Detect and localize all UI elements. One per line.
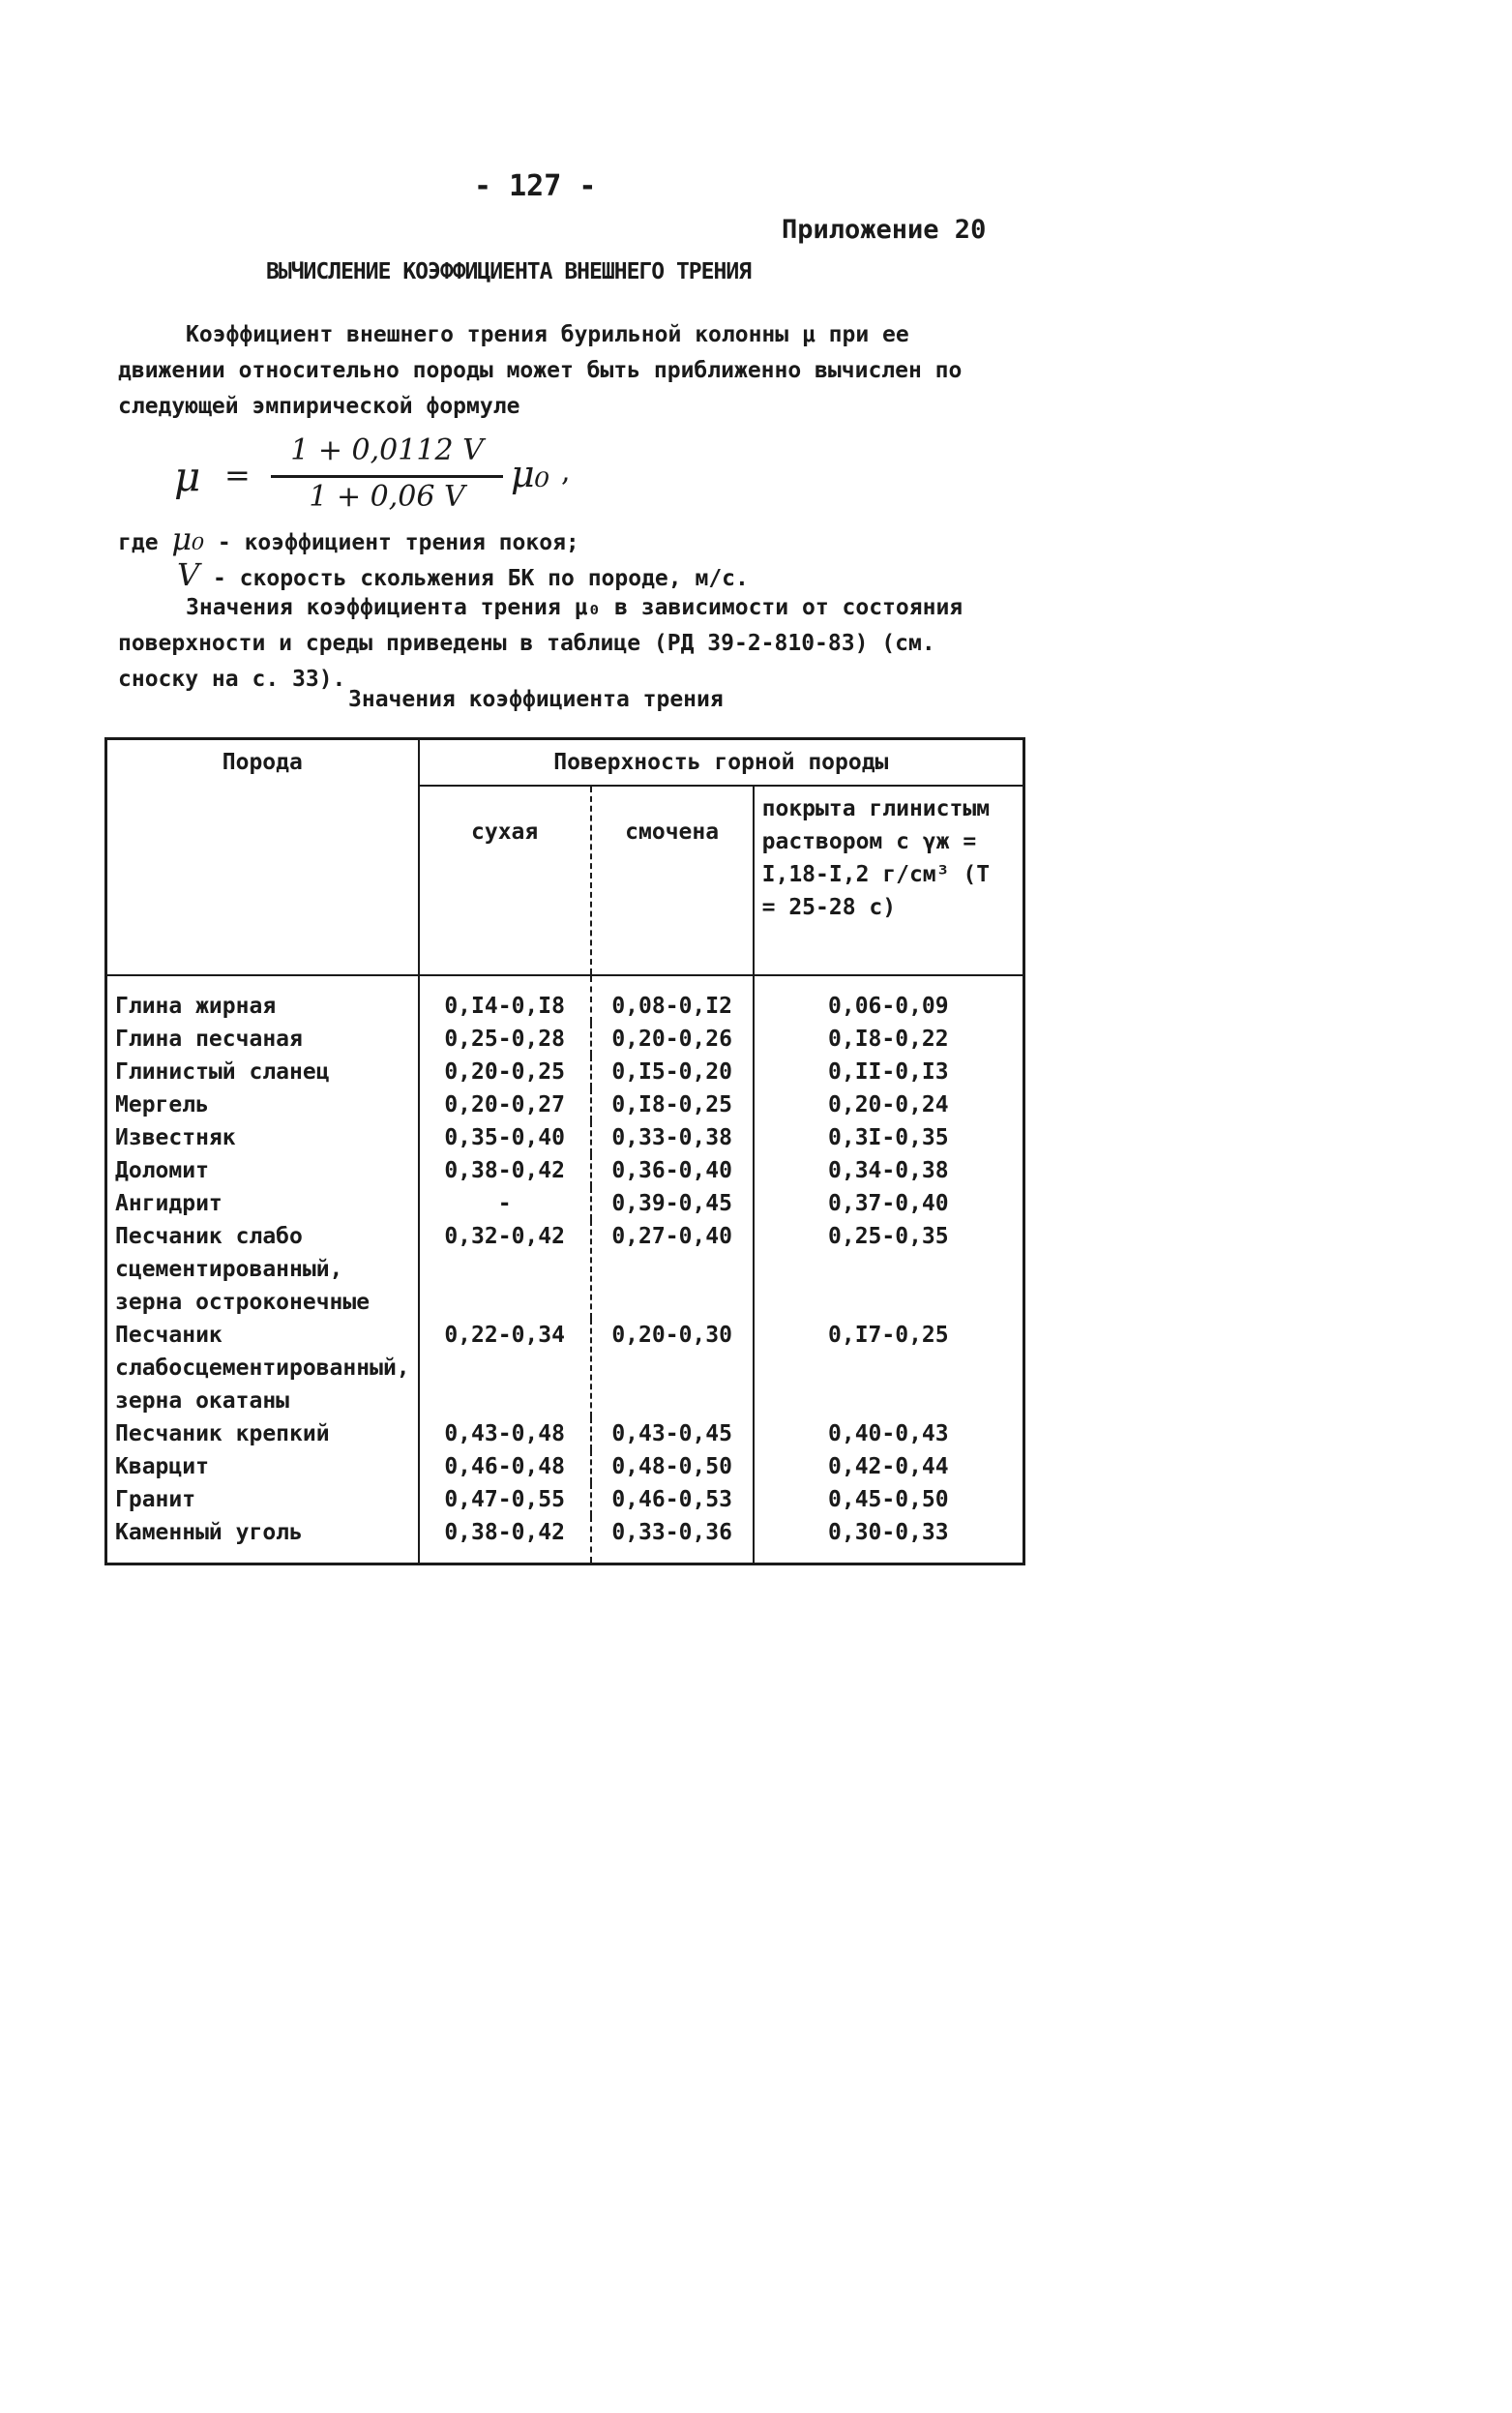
header-clay: покрыта глинистым раствором с γж = I,18-I,2 г/см³ (T = 25-28 с) [754,786,1024,975]
wet-cell: 0,20-0,30 [591,1319,754,1417]
wet-cell: 0,36-0,40 [591,1154,754,1187]
where-v-line [177,556,749,593]
wet-cell: 0,I5-0,20 [591,1056,754,1088]
rock-cell: Глинистый сланец [106,1056,419,1088]
header-surface: Поверхность горной породы [419,739,1024,787]
rock-cell: Мергель [106,1088,419,1121]
rock-cell: Известняк [106,1121,419,1154]
table-row [106,1187,1024,1220]
table-row [106,1483,1024,1516]
clay-cell: 0,3I-0,35 [828,1125,949,1150]
clay-cell: 0,I7-0,25 [828,1323,949,1348]
dry-cell: 0,20-0,27 [419,1088,591,1121]
table-row [106,1516,1024,1564]
wet-cell: 0,48-0,50 [591,1450,754,1483]
rock-cell: Песчаник крепкий [106,1417,419,1450]
wet-cell: 0,33-0,38 [591,1121,754,1154]
rock-cell: Гранит [106,1483,419,1516]
rock-cell: Доломит [106,1154,419,1187]
where-lead: где [118,530,159,555]
table-row [106,1417,1024,1450]
formula-denominator: 1 + 0,06 V [309,480,465,514]
table-row [106,1154,1024,1187]
table-row [106,1450,1024,1483]
header-wet: смочена [591,786,754,975]
dry-cell: 0,47-0,55 [419,1483,591,1516]
clay-cell: 0,37-0,40 [828,1191,949,1216]
dry-cell: 0,I4-0,I8 [419,975,591,1023]
clay-cell: 0,I8-0,22 [828,1027,949,1052]
where-mu0-line [118,521,579,557]
mu0-definition: - коэффициент трения покоя; [217,530,579,555]
clay-cell: 0,06-0,09 [828,994,949,1019]
formula-factor: μ₀ [511,453,549,495]
clay-cell: 0,II-0,I3 [828,1059,949,1085]
table-row [106,1220,1024,1319]
table-row [106,1319,1024,1417]
dry-cell: 0,43-0,48 [419,1417,591,1450]
rock-cell: Кварцит [106,1450,419,1483]
v-symbol: V [177,556,200,593]
fraction-bar [271,475,503,478]
rock-cell: Песчаник слабо сцементированный, зерна остроконечные [106,1220,419,1319]
section-title: ВЫЧИСЛЕНИЕ КОЭФФИЦИЕНТА ВНЕШНЕГО ТРЕНИЯ [266,259,752,284]
rock-cell: Глина жирная [106,975,419,1023]
wet-cell: 0,27-0,40 [591,1220,754,1319]
appendix-label: Приложение 20 [782,215,987,245]
dry-cell: - [419,1187,591,1220]
v-definition: - скорость скольжения БК по породе, м/с. [212,566,749,591]
formula-lhs: μ [174,453,201,500]
table-caption: Значения коэффициента трения [348,687,724,712]
wet-cell: 0,08-0,I2 [591,975,754,1023]
wet-cell: 0,I8-0,25 [591,1088,754,1121]
clay-cell: 0,34-0,38 [828,1158,949,1183]
clay-cell: 0,30-0,33 [828,1520,949,1545]
friction-formula [174,433,580,521]
clay-cell: 0,42-0,44 [828,1454,949,1479]
dry-cell: 0,25-0,28 [419,1023,591,1056]
clay-cell: 0,40-0,43 [828,1421,949,1446]
dry-cell: 0,35-0,40 [419,1121,591,1154]
clay-cell: 0,45-0,50 [828,1487,949,1512]
dry-cell: 0,20-0,25 [419,1056,591,1088]
rock-cell: Песчаник слабосцементированный, зерна окатаны [106,1319,419,1417]
friction-table [104,737,1025,1565]
intro-paragraph: Коэффициент внешнего трения бурильной колонны μ при ее движении относительно породы может быть приближенно вычислен по следующей эмпирической формуле [118,322,963,419]
table-row [106,975,1024,1023]
dry-cell: 0,22-0,34 [419,1319,591,1417]
table-row [106,1121,1024,1154]
table-row [106,1023,1024,1056]
wet-cell: 0,33-0,36 [591,1516,754,1564]
clay-cell: 0,25-0,35 [828,1224,949,1249]
rock-cell: Каменный уголь [106,1516,419,1564]
wet-cell: 0,43-0,45 [591,1417,754,1450]
mu0-symbol: μ₀ [171,521,205,557]
wet-cell: 0,46-0,53 [591,1483,754,1516]
page-number: - 127 - [474,169,597,203]
dry-cell: 0,38-0,42 [419,1154,591,1187]
header-rock: Порода [106,739,419,976]
wet-cell: 0,20-0,26 [591,1023,754,1056]
wet-cell: 0,39-0,45 [591,1187,754,1220]
rock-cell: Ангидрит [106,1187,419,1220]
dry-cell: 0,32-0,42 [419,1220,591,1319]
values-paragraph: Значения коэффициента трения μ₀ в зависимости от состояния поверхности и среды приведены в таблице (РД 39-2-810-83) (см. сноску на с. 33). [118,595,964,692]
formula-comma: , [561,455,571,489]
clay-cell: 0,20-0,24 [828,1092,949,1117]
header-dry: сухая [419,786,591,975]
dry-cell: 0,46-0,48 [419,1450,591,1483]
formula-equals: = [224,457,251,493]
rock-cell: Глина песчаная [106,1023,419,1056]
table-row [106,1056,1024,1088]
formula-numerator: 1 + 0,0112 V [290,433,484,467]
table-row [106,1088,1024,1121]
dry-cell: 0,38-0,42 [419,1516,591,1564]
